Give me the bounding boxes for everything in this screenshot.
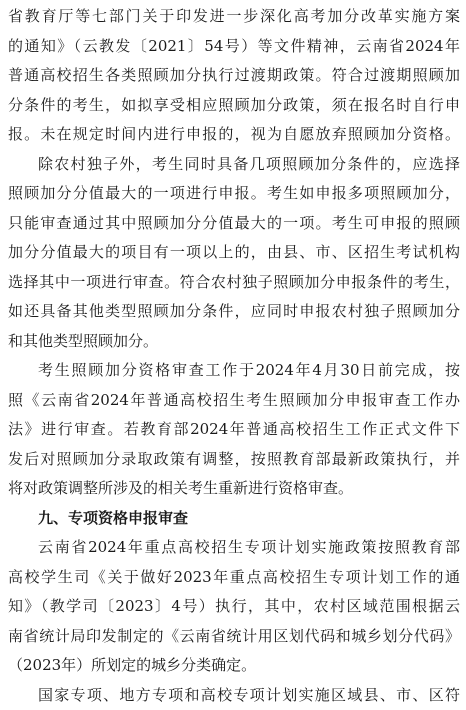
text-line: 法》进行审查。若教育部2024年普通高校招生工作正式文件下 xyxy=(8,415,460,445)
text-line: 普通高校招生各类照顾加分执行过渡期政策。符合过渡期照顾加 xyxy=(8,61,460,91)
text-line: 如还具备其他类型照顾加分条件，应同时申报农村独子照顾加分 xyxy=(8,297,460,327)
text-line: 省教育厅等七部门关于印发进一步深化高考加分改革实施方案 xyxy=(8,2,460,32)
text-line: 和其他类型照顾加分。 xyxy=(8,327,460,357)
text-line: 知》（教学司〔2023〕4号）执行，其中，农村区域范围根据云 xyxy=(8,592,460,622)
text-line: 的通知》（云教发〔2021〕54号）等文件精神，云南省2024年 xyxy=(8,32,460,62)
text-line: 高校学生司《关于做好2023年重点高校招生专项计划工作的通 xyxy=(8,563,460,593)
text-line: 云南省2024年重点高校招生专项计划实施政策按照教育部 xyxy=(8,533,460,563)
text-line: 照顾加分分值最大的一项进行申报。考生如申报多项照顾加分， xyxy=(8,179,460,209)
text-line: 将对政策调整所涉及的相关考生重新进行资格审查。 xyxy=(8,474,460,504)
document-page xyxy=(8,2,460,710)
text-line: 分条件的考生，如拟享受相应照顾加分政策，须在报名时自行申 xyxy=(8,91,460,121)
text-line: 除农村独子外，考生同时具备几项照顾加分条件的，应选择 xyxy=(8,150,460,180)
text-line: 照《云南省2024年普通高校招生考生照顾加分申报审查工作办 xyxy=(8,386,460,416)
text-line: 选择其中一项进行审查。符合农村独子照顾加分申报条件的考生， xyxy=(8,268,460,298)
text-line: 只能审查通过其中照顾加分分值最大的一项。考生可申报的照顾 xyxy=(8,209,460,239)
text-line: 加分分值最大的项目有一项以上的，由县、市、区招生考试机构 xyxy=(8,238,460,268)
text-line: 考生照顾加分资格审查工作于2024年4月30日前完成，按 xyxy=(8,356,460,386)
text-line: 报。未在规定时间内进行申报的，视为自愿放弃照顾加分资格。 xyxy=(8,120,460,150)
section-heading: 九、专项资格申报审查 xyxy=(8,504,460,534)
text-line: 国家专项、地方专项和高校专项计划实施区域县、市、区符 xyxy=(8,681,460,710)
text-line: （2023年）所划定的城乡分类确定。 xyxy=(8,651,460,681)
text-line: 发后对照顾加分录取政策有调整，按照教育部最新政策执行，并 xyxy=(8,445,460,475)
text-line: 南省统计局印发制定的《云南省统计用区划代码和城乡划分代码》 xyxy=(8,622,460,652)
